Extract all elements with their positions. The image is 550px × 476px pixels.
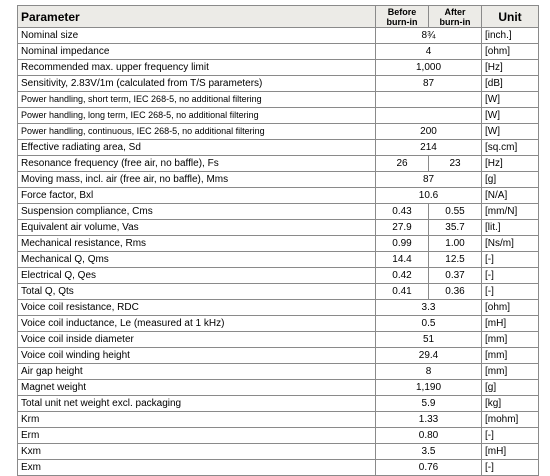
value-cell: 0.80 xyxy=(376,428,482,444)
header-row xyxy=(18,6,539,28)
header-before-line2: burn-in xyxy=(386,16,418,27)
parameter-cell: Resonance frequency (free air, no baffle), Fs xyxy=(18,156,376,172)
unit-cell: [mH] xyxy=(482,444,539,460)
header-parameter: Parameter xyxy=(18,6,376,28)
table-row xyxy=(18,300,539,316)
table-row xyxy=(18,364,539,380)
unit-cell: [inch.] xyxy=(482,28,539,44)
parameter-cell: Sensitivity, 2.83V/1m (calculated from T/S parameters) xyxy=(18,76,376,92)
parameter-cell: Voice coil inductance, Le (measured at 1 kHz) xyxy=(18,316,376,332)
unit-cell: [mm/N] xyxy=(482,204,539,220)
parameter-cell: Exm xyxy=(18,460,376,476)
parameter-cell: Air gap height xyxy=(18,364,376,380)
after-burn-in-value: 1.00 xyxy=(429,236,482,252)
unit-cell: [g] xyxy=(482,172,539,188)
table-row xyxy=(18,460,539,476)
value-cell xyxy=(376,108,482,124)
unit-cell: [N/A] xyxy=(482,188,539,204)
value-cell: 0.5 xyxy=(376,316,482,332)
parameter-cell: Voice coil inside diameter xyxy=(18,332,376,348)
value-cell: 4 xyxy=(376,44,482,60)
table-row xyxy=(18,220,539,236)
value-cell: 3.5 xyxy=(376,444,482,460)
parameter-cell: Recommended max. upper frequency limit xyxy=(18,60,376,76)
parameter-cell: Power handling, continuous, IEC 268-5, no additional filtering xyxy=(18,124,376,140)
unit-cell: [-] xyxy=(482,252,539,268)
table-row xyxy=(18,348,539,364)
header-after-line1: After xyxy=(444,6,466,17)
parameter-cell: Voice coil resistance, RDC xyxy=(18,300,376,316)
table-row xyxy=(18,380,539,396)
before-burn-in-value: 27.9 xyxy=(376,220,429,236)
table-row xyxy=(18,92,539,108)
parameter-cell: Power handling, short term, IEC 268-5, no additional filtering xyxy=(18,92,376,108)
before-burn-in-value: 0.99 xyxy=(376,236,429,252)
parameter-cell: Force factor, Bxl xyxy=(18,188,376,204)
unit-cell: [g] xyxy=(482,380,539,396)
value-cell: 200 xyxy=(376,124,482,140)
value-cell xyxy=(376,92,482,108)
unit-cell: [W] xyxy=(482,124,539,140)
spec-table xyxy=(17,5,539,476)
unit-cell: [W] xyxy=(482,92,539,108)
unit-cell: [sq.cm] xyxy=(482,140,539,156)
before-burn-in-value: 0.43 xyxy=(376,204,429,220)
value-cell: 8 xyxy=(376,364,482,380)
parameter-cell: Equivalent air volume, Vas xyxy=(18,220,376,236)
before-burn-in-value: 14.4 xyxy=(376,252,429,268)
after-burn-in-value: 35.7 xyxy=(429,220,482,236)
value-cell: 29.4 xyxy=(376,348,482,364)
unit-cell: [Hz] xyxy=(482,156,539,172)
table-row xyxy=(18,428,539,444)
header-unit: Unit xyxy=(482,6,539,28)
table-row xyxy=(18,332,539,348)
table-row xyxy=(18,44,539,60)
unit-cell: [-] xyxy=(482,460,539,476)
value-cell: 5.9 xyxy=(376,396,482,412)
after-burn-in-value: 0.55 xyxy=(429,204,482,220)
parameter-cell: Total unit net weight excl. packaging xyxy=(18,396,376,412)
unit-cell: [W] xyxy=(482,108,539,124)
spec-body xyxy=(18,28,539,476)
header-before-burn-in xyxy=(376,6,429,28)
parameter-cell: Power handling, long term, IEC 268-5, no additional filtering xyxy=(18,108,376,124)
header-after-line2: burn-in xyxy=(439,16,471,27)
parameter-cell: Moving mass, incl. air (free air, no baffle), Mms xyxy=(18,172,376,188)
unit-cell: [Ns/m] xyxy=(482,236,539,252)
unit-cell: [mm] xyxy=(482,348,539,364)
table-row xyxy=(18,316,539,332)
unit-cell: [-] xyxy=(482,428,539,444)
unit-cell: [mH] xyxy=(482,316,539,332)
parameter-cell: Mechanical resistance, Rms xyxy=(18,236,376,252)
parameter-cell: Voice coil winding height xyxy=(18,348,376,364)
table-row xyxy=(18,188,539,204)
parameter-cell: Mechanical Q, Qms xyxy=(18,252,376,268)
parameter-cell: Krm xyxy=(18,412,376,428)
parameter-cell: Kxm xyxy=(18,444,376,460)
unit-cell: [lit.] xyxy=(482,220,539,236)
unit-cell: [-] xyxy=(482,268,539,284)
unit-cell: [mm] xyxy=(482,364,539,380)
unit-cell: [mm] xyxy=(482,332,539,348)
table-row xyxy=(18,236,539,252)
value-cell: 214 xyxy=(376,140,482,156)
unit-cell: [ohm] xyxy=(482,44,539,60)
before-burn-in-value: 0.41 xyxy=(376,284,429,300)
unit-cell: [-] xyxy=(482,284,539,300)
header-after-burn-in xyxy=(429,6,482,28)
parameter-cell: Total Q, Qts xyxy=(18,284,376,300)
after-burn-in-value: 0.37 xyxy=(429,268,482,284)
table-row xyxy=(18,140,539,156)
parameter-cell: Electrical Q, Qes xyxy=(18,268,376,284)
value-cell: 51 xyxy=(376,332,482,348)
unit-cell: [ohm] xyxy=(482,300,539,316)
value-cell: 8¾ xyxy=(376,28,482,44)
parameter-cell: Nominal size xyxy=(18,28,376,44)
table-row xyxy=(18,172,539,188)
value-cell: 3.3 xyxy=(376,300,482,316)
table-row xyxy=(18,252,539,268)
unit-cell: [Hz] xyxy=(482,60,539,76)
parameter-cell: Suspension compliance, Cms xyxy=(18,204,376,220)
value-cell: 1,000 xyxy=(376,60,482,76)
parameter-cell: Erm xyxy=(18,428,376,444)
value-cell: 1,190 xyxy=(376,380,482,396)
value-cell: 87 xyxy=(376,76,482,92)
table-row xyxy=(18,444,539,460)
before-burn-in-value: 0.42 xyxy=(376,268,429,284)
table-row xyxy=(18,412,539,428)
table-row xyxy=(18,60,539,76)
unit-cell: [kg] xyxy=(482,396,539,412)
parameter-cell: Magnet weight xyxy=(18,380,376,396)
table-row xyxy=(18,156,539,172)
table-row xyxy=(18,284,539,300)
value-cell: 10.6 xyxy=(376,188,482,204)
parameter-cell: Nominal impedance xyxy=(18,44,376,60)
after-burn-in-value: 0.36 xyxy=(429,284,482,300)
unit-cell: [mohm] xyxy=(482,412,539,428)
header-before-line1: Before xyxy=(387,6,417,17)
table-row xyxy=(18,124,539,140)
after-burn-in-value: 23 xyxy=(429,156,482,172)
table-row xyxy=(18,108,539,124)
table-row xyxy=(18,396,539,412)
unit-cell: [dB] xyxy=(482,76,539,92)
table-row xyxy=(18,268,539,284)
parameter-cell: Effective radiating area, Sd xyxy=(18,140,376,156)
table-row xyxy=(18,204,539,220)
table-row xyxy=(18,28,539,44)
after-burn-in-value: 12.5 xyxy=(429,252,482,268)
value-cell: 1.33 xyxy=(376,412,482,428)
value-cell: 87 xyxy=(376,172,482,188)
before-burn-in-value: 26 xyxy=(376,156,429,172)
table-row xyxy=(18,76,539,92)
value-cell: 0.76 xyxy=(376,460,482,476)
